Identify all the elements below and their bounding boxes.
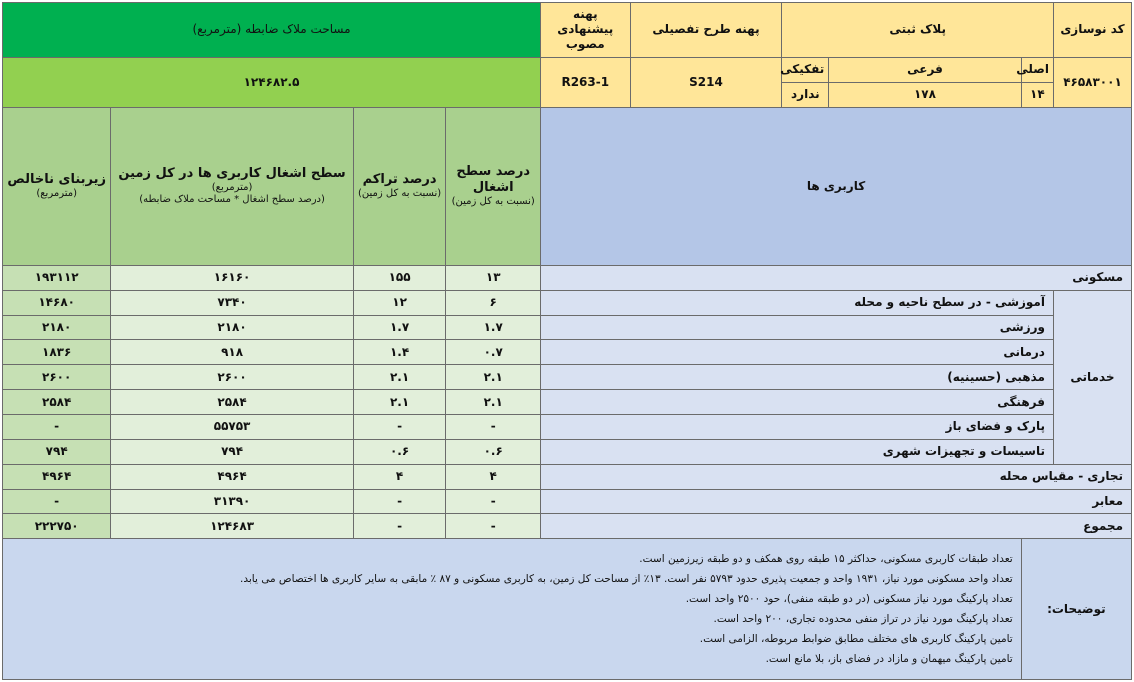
row-commercial-occupancy: ۴ — [446, 464, 541, 489]
row-residential-gross: ۱۹۳۱۱۲ — [3, 265, 111, 290]
asli-label: اصلی — [1021, 57, 1053, 82]
note-line: تعداد پارکینگ مورد نیاز مسکونی (در دو طبقه منفی)، حود ۲۵۰۰ واحد است. — [685, 593, 1013, 606]
gross-area-title: زیربنای ناخالص — [7, 171, 106, 187]
farei-label: فرعی — [829, 57, 1021, 82]
proposed-zone-value: R263-1 — [541, 57, 630, 107]
row-utilities-name: تاسیسات و تجهیزات شهری — [541, 439, 1054, 464]
row-medical-density: ۱.۴ — [353, 340, 446, 365]
row-roads-density: - — [353, 489, 446, 514]
note-line: تامین پارکینگ کاربری های مختلف مطابق ضوابط مربوطه، الزامی است. — [699, 633, 1013, 646]
detailed-plan-zone-value: S214 — [630, 57, 782, 107]
note-line: تامین پارکینگ میهمان و مازاد در فضای باز، بلا مانع است. — [765, 653, 1013, 666]
row-sports-occ-area: ۲۱۸۰ — [111, 315, 353, 340]
row-cultural-name: فرهنگی — [541, 390, 1054, 415]
row-religious-occ-area: ۲۶۰۰ — [111, 365, 353, 390]
row-utilities-density: ۰.۶ — [353, 439, 446, 464]
row-medical-occupancy: ۰.۷ — [446, 340, 541, 365]
farei-value: ۱۷۸ — [829, 82, 1021, 107]
row-utilities-gross: ۷۹۴ — [3, 439, 111, 464]
row-park-occ-area: ۵۵۷۵۳ — [111, 414, 353, 439]
row-residential-occ-area: ۱۶۱۶۰ — [111, 265, 353, 290]
nosazi-code-value: ۴۶۵۸۳۰۰۱ — [1053, 57, 1131, 107]
row-religious-occupancy: ۲.۱ — [446, 365, 541, 390]
row-religious-density: ۲.۱ — [353, 365, 446, 390]
nosazi-code-header: کد نوسازی — [1053, 3, 1131, 58]
registered-plot-header: پلاک ثبتی — [782, 3, 1054, 58]
row-educational-density: ۱۲ — [353, 290, 446, 315]
row-sports-gross: ۲۱۸۰ — [3, 315, 111, 340]
gross-area-header — [3, 107, 111, 265]
row-educational-occ-area: ۷۳۴۰ — [111, 290, 353, 315]
row-roads-occ-area: ۳۱۳۹۰ — [111, 489, 353, 514]
row-medical-occ-area: ۹۱۸ — [111, 340, 353, 365]
row-cultural-density: ۲.۱ — [353, 390, 446, 415]
row-utilities-occupancy: ۰.۶ — [446, 439, 541, 464]
tafkiki-label: تفکیکی — [782, 57, 829, 82]
row-educational-name: آموزشی - در سطح ناحیه و محله — [541, 290, 1054, 315]
row-total-occ-area: ۱۲۴۶۸۳ — [111, 514, 353, 539]
row-commercial-name: تجاری - مقیاس محله — [541, 464, 1132, 489]
occupancy-area-header — [111, 107, 353, 265]
row-roads-occupancy: - — [446, 489, 541, 514]
row-total-occupancy: - — [446, 514, 541, 539]
row-educational-gross: ۱۴۶۸۰ — [3, 290, 111, 315]
density-pct-subtitle: (نسبت به کل زمین) — [357, 188, 442, 200]
asli-value: ۱۴ — [1021, 82, 1053, 107]
occupancy-pct-title: درصد سطح اشغال — [456, 163, 530, 195]
row-park-name: پارک و فضای باز — [541, 414, 1054, 439]
row-sports-density: ۱.۷ — [353, 315, 446, 340]
tafkiki-value: ندارد — [782, 82, 829, 107]
row-total-gross: ۲۲۲۷۵۰ — [3, 514, 111, 539]
row-residential-name: مسکونی — [541, 265, 1132, 290]
row-park-gross: - — [3, 414, 111, 439]
row-residential-density: ۱۵۵ — [353, 265, 446, 290]
row-commercial-density: ۴ — [353, 464, 446, 489]
note-line: تعداد واحد مسکونی مورد نیاز، ۱۹۳۱ واحد و جمعیت پذیری حدود ۵۷۹۳ نفر است. ۱۳٪ از مساحت کل زمین، به کاربری مسکونی و ۸۷ ٪ مابقی به سایر کاربری ها اختصاص می یابد. — [239, 573, 1013, 586]
row-sports-name: ورزشی — [541, 315, 1054, 340]
density-pct-header — [353, 107, 446, 265]
notes-body — [3, 539, 1022, 680]
row-roads-gross: - — [3, 489, 111, 514]
occupancy-area-formula: (درصد سطح اشغال * مساحت ملاک ضابطه) — [139, 194, 325, 206]
proposed-zone-header: پهنه پیشنهادی مصوب — [541, 3, 630, 58]
occupancy-pct-header — [446, 107, 541, 265]
parcel-area-value: ۱۲۴۶۸۲.۵ — [3, 57, 541, 107]
row-medical-gross: ۱۸۳۶ — [3, 340, 111, 365]
row-sports-occupancy: ۱.۷ — [446, 315, 541, 340]
row-religious-name: مذهبی (حسینیه) — [541, 365, 1054, 390]
services-group-label: خدماتی — [1053, 290, 1131, 464]
detailed-plan-zone-header: پهنه طرح تفصیلی — [630, 3, 782, 58]
row-educational-occupancy: ۶ — [446, 290, 541, 315]
occupancy-area-unit: (مترمربع) — [211, 181, 253, 193]
row-residential-occupancy: ۱۳ — [446, 265, 541, 290]
density-pct-title: درصد تراکم — [362, 171, 437, 187]
row-religious-gross: ۲۶۰۰ — [3, 365, 111, 390]
notes-label: توضیحات: — [1021, 539, 1131, 680]
note-line: تعداد طبقات کاربری مسکونی، حداکثر ۱۵ طبقه روی همکف و دو طبقه زیرزمین است. — [639, 553, 1013, 566]
row-total-name: مجموع — [541, 514, 1132, 539]
row-cultural-occ-area: ۲۵۸۴ — [111, 390, 353, 415]
row-total-density: - — [353, 514, 446, 539]
landuse-column-header: کاربری ها — [541, 107, 1132, 265]
note-line: تعداد پارکینگ مورد نیاز در تراز منفی محدوده تجاری، ۲۰۰ واحد است. — [713, 613, 1013, 626]
occupancy-area-title: سطح اشغال کاربری ها در کل زمین — [118, 165, 346, 181]
row-commercial-gross: ۴۹۶۴ — [3, 464, 111, 489]
row-utilities-occ-area: ۷۹۴ — [111, 439, 353, 464]
row-park-occupancy: - — [446, 414, 541, 439]
row-medical-name: درمانی — [541, 340, 1054, 365]
urban-planning-table — [2, 2, 1132, 680]
row-park-density: - — [353, 414, 446, 439]
gross-area-unit: (مترمربع) — [36, 188, 78, 200]
parcel-area-header: مساحت ملاک ضابطه (مترمربع) — [3, 3, 541, 58]
row-cultural-occupancy: ۲.۱ — [446, 390, 541, 415]
occupancy-pct-subtitle: (نسبت به کل زمین) — [451, 196, 535, 208]
row-commercial-occ-area: ۴۹۶۴ — [111, 464, 353, 489]
row-cultural-gross: ۲۵۸۴ — [3, 390, 111, 415]
row-roads-name: معابر — [541, 489, 1132, 514]
